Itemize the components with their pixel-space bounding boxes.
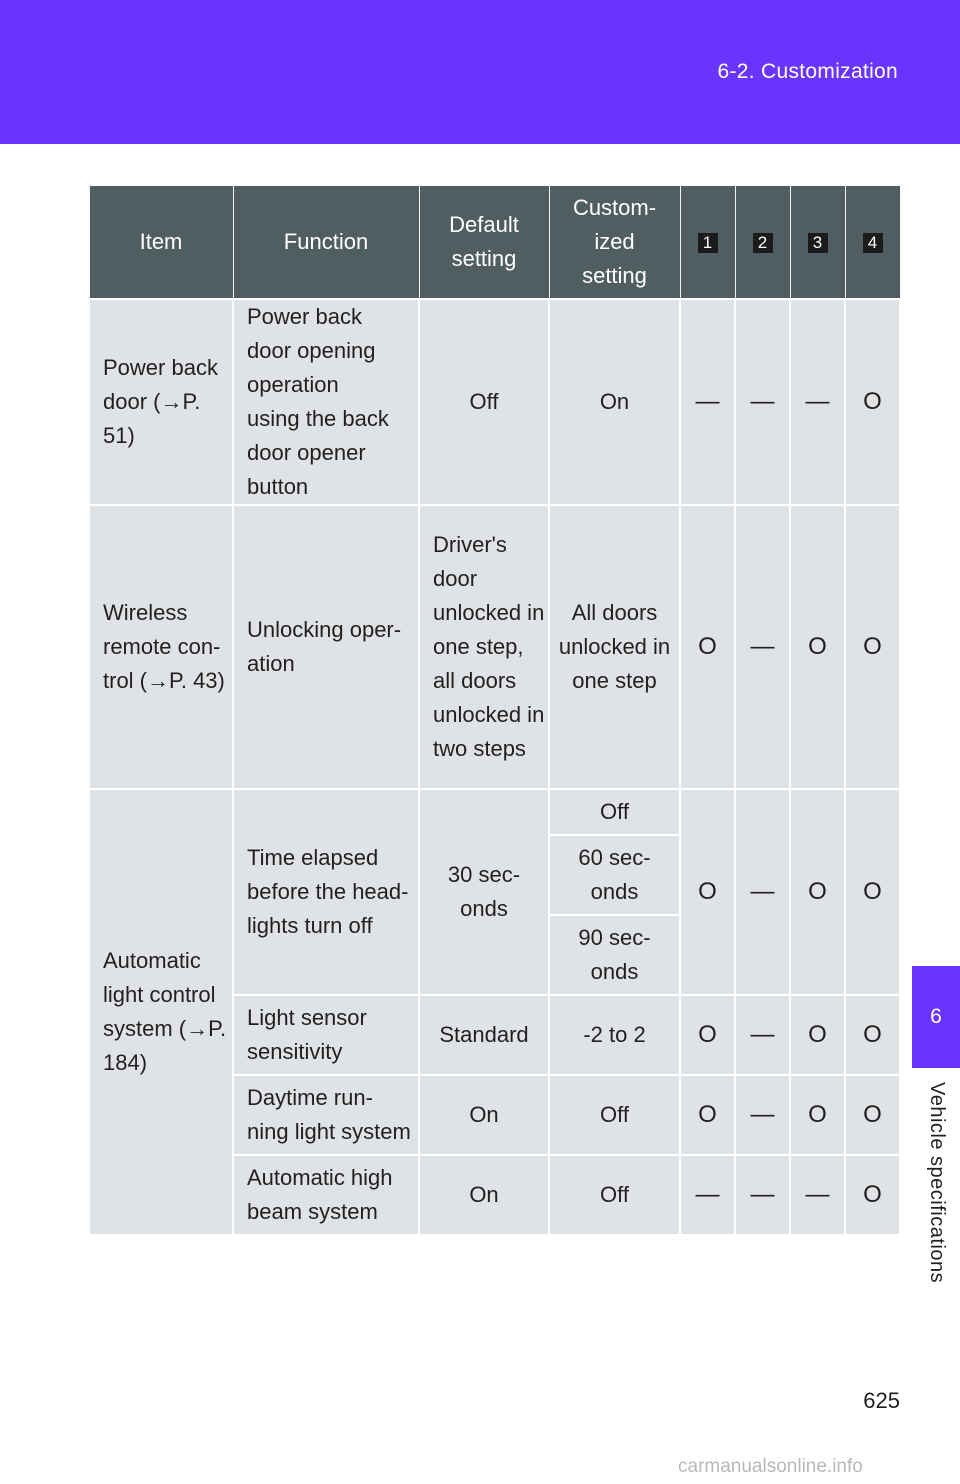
availability-cell-3: O	[790, 995, 845, 1075]
item-cell: Wireless remote con- trol (→P. 43)	[89, 505, 233, 789]
table-row	[89, 505, 900, 789]
item-cell: Automatic light control system (→P. 184)	[89, 789, 233, 1235]
item-cell: Power back door (→P. 51)	[89, 299, 233, 505]
number-4-icon: 4	[863, 233, 883, 253]
function-cell: Time elapsed before the head- lights turn off	[233, 789, 419, 995]
chapter-tab	[912, 966, 960, 1068]
availability-cell-1: O	[680, 789, 735, 995]
availability-cell-4: O	[845, 299, 900, 505]
default-cell: Standard	[419, 995, 549, 1075]
availability-cell-2: —	[735, 995, 790, 1075]
column-header-function: Function	[233, 186, 419, 300]
availability-cell-3: O	[790, 1075, 845, 1155]
column-header-customized: Custom- ized setting	[549, 186, 680, 300]
function-cell: Automatic high beam system	[233, 1155, 419, 1235]
number-1-icon: 1	[698, 233, 718, 253]
column-header-default: Default setting	[419, 186, 549, 300]
availability-cell-3: O	[790, 505, 845, 789]
chapter-label: Vehicle specifications	[926, 1082, 948, 1284]
availability-cell-2: —	[735, 1075, 790, 1155]
availability-cell-3: —	[790, 299, 845, 505]
column-header-item: Item	[89, 186, 233, 300]
table-row	[89, 299, 900, 505]
page-number: 625	[863, 1388, 900, 1413]
availability-cell-1: —	[680, 1155, 735, 1235]
availability-cell-1: O	[680, 505, 735, 789]
availability-cell-4: O	[845, 505, 900, 789]
availability-cell-4: O	[845, 789, 900, 995]
availability-cell-1: O	[680, 1075, 735, 1155]
availability-cell-2: —	[735, 299, 790, 505]
availability-cell-4: O	[845, 995, 900, 1075]
availability-cell-3: O	[790, 789, 845, 995]
column-header-1	[680, 186, 735, 300]
custom-option-cell: Off	[549, 789, 680, 835]
column-header-2	[735, 186, 790, 300]
table-row	[89, 789, 900, 835]
availability-cell-2: —	[735, 1155, 790, 1235]
default-cell: 30 sec- onds	[419, 789, 549, 995]
availability-cell-1: O	[680, 995, 735, 1075]
custom-cell: Off	[549, 1155, 680, 1235]
section-title: 6-2. Customization	[717, 60, 898, 83]
function-cell: Unlocking oper- ation	[233, 505, 419, 789]
availability-cell-1: —	[680, 299, 735, 505]
number-3-icon: 3	[808, 233, 828, 253]
default-cell: Driver's door unlocked in one step, all doors unlocked in two steps	[419, 505, 549, 789]
custom-cell: All doors unlocked in one step	[549, 505, 680, 789]
column-header-3	[790, 186, 845, 300]
default-cell: On	[419, 1075, 549, 1155]
custom-cell: On	[549, 299, 680, 505]
availability-cell-4: O	[845, 1075, 900, 1155]
custom-option-cell: 60 sec- onds	[549, 835, 680, 915]
table-header-row	[89, 186, 900, 300]
default-cell: Off	[419, 299, 549, 505]
function-cell: Daytime run- ning light system	[233, 1075, 419, 1155]
function-cell: Power back door opening operation using the back door opener button	[233, 299, 419, 505]
function-cell: Light sensor sensitivity	[233, 995, 419, 1075]
availability-cell-3: —	[790, 1155, 845, 1235]
custom-cell: -2 to 2	[549, 995, 680, 1075]
availability-cell-2: —	[735, 505, 790, 789]
chapter-number: 6	[930, 1005, 942, 1028]
column-header-4	[845, 186, 900, 300]
customization-table	[88, 185, 901, 1236]
number-2-icon: 2	[753, 233, 773, 253]
availability-cell-2: —	[735, 789, 790, 995]
watermark: carmanualsonline.info	[678, 1456, 863, 1477]
custom-cell: Off	[549, 1075, 680, 1155]
custom-option-cell: 90 sec- onds	[549, 915, 680, 995]
default-cell: On	[419, 1155, 549, 1235]
availability-cell-4: O	[845, 1155, 900, 1235]
